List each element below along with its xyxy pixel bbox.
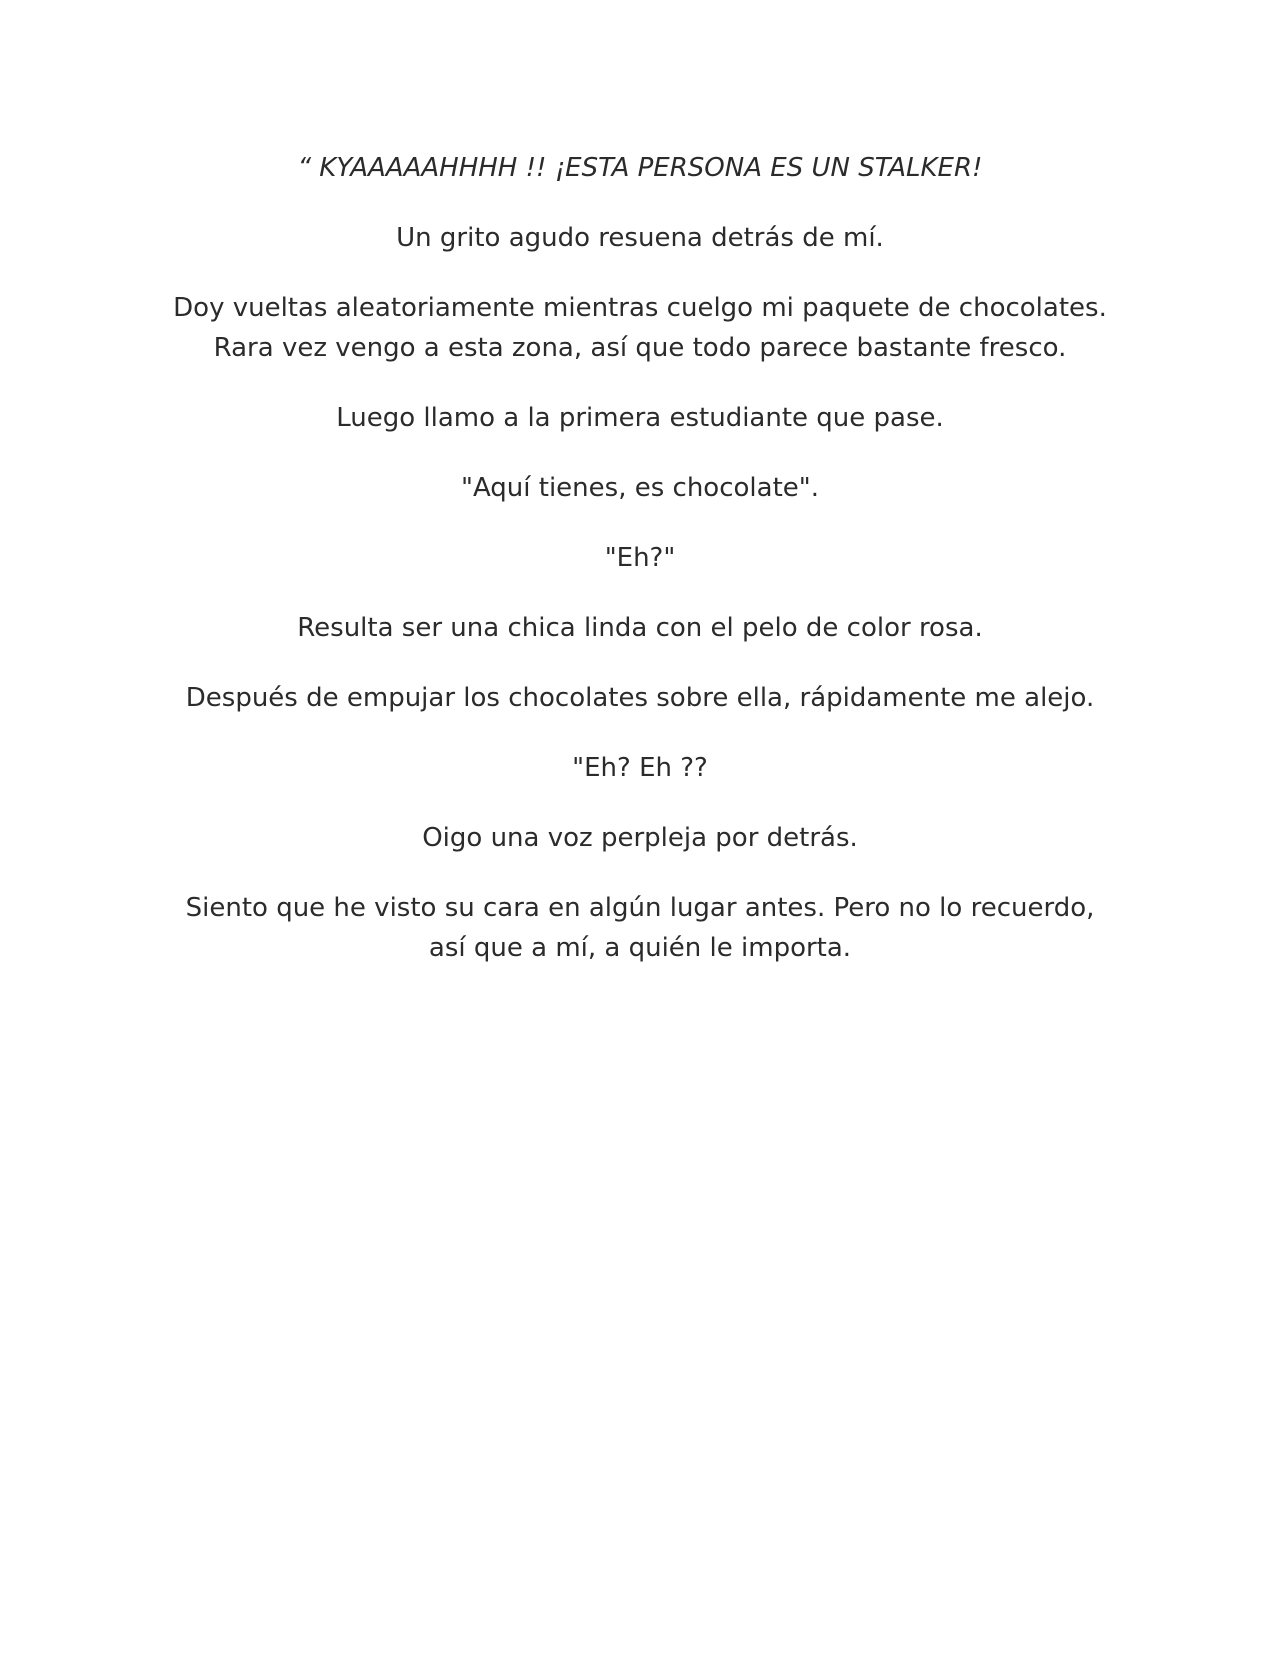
paragraph-9: Oigo una voz perpleja por detrás. [422, 823, 858, 853]
paragraph-7: Después de empujar los chocolates sobre ella, rápidamente me alejo. [185, 683, 1095, 713]
paragraph-8: "Eh? Eh ?? [572, 753, 708, 783]
paragraph-4: "Aquí tienes, es chocolate". [461, 473, 819, 503]
paragraph-5: "Eh?" [604, 543, 676, 573]
paragraph-10: Siento que he visto su cara en algún lugar antes. Pero no lo recuerdo, así que a mí, a quién le importa. [185, 893, 1095, 963]
paragraph-3: Luego llamo a la primera estudiante que pase. [336, 403, 944, 433]
paragraph-6: Resulta ser una chica linda con el pelo de color rosa. [297, 613, 983, 643]
paragraph-2: Doy vueltas aleatoriamente mientras cuelgo mi paquete de chocolates. Rara vez vengo a esta zona, así que todo parece bastante fresco. [173, 293, 1107, 363]
paragraph-1: Un grito agudo resuena detrás de mí. [396, 223, 884, 253]
story-text [170, 148, 1110, 998]
paragraph-scream: “ KYAAAAAHHHH !! ¡ESTA PERSONA ES UN STALKER! [297, 153, 983, 183]
